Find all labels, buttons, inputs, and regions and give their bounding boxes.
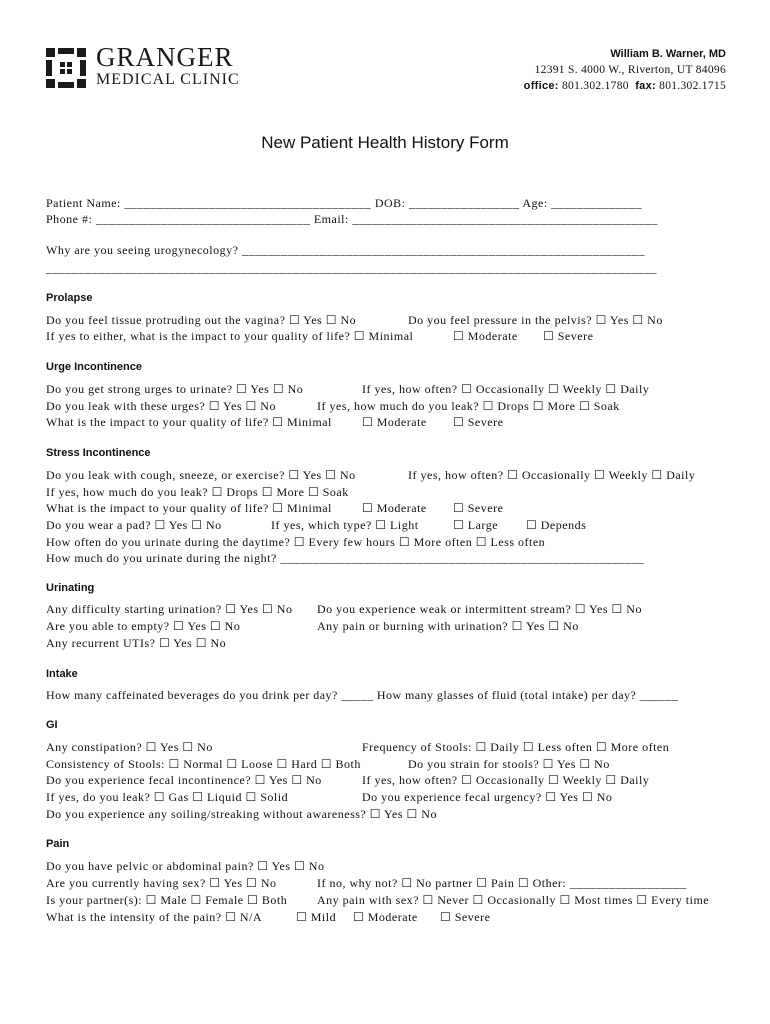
pain-q2[interactable]: Are you currently having sex? ☐ Yes ☐ No bbox=[46, 876, 277, 890]
section-stress: Stress Incontinence bbox=[46, 447, 151, 459]
doctor-name: William B. Warner, MD bbox=[610, 48, 726, 60]
office-label: office: bbox=[523, 80, 559, 92]
urge-q1b[interactable]: If yes, how often? ☐ Occasionally ☐ Weekly ☐ Daily bbox=[362, 382, 650, 396]
gi-q4[interactable]: If yes, do you leak? ☐ Gas ☐ Liquid ☐ Solid bbox=[46, 790, 289, 804]
stress-q4b[interactable]: If yes, which type? ☐ Light bbox=[271, 518, 419, 532]
pain-q4[interactable]: What is the intensity of the pain? ☐ N/A bbox=[46, 910, 263, 924]
prolapse-q1[interactable]: Do you feel tissue protruding out the vagina? ☐ Yes ☐ No bbox=[46, 313, 357, 327]
section-intake: Intake bbox=[46, 668, 78, 680]
clinic-logo bbox=[44, 44, 264, 92]
fax-label: fax: bbox=[635, 80, 656, 92]
stress-q4[interactable]: Do you wear a pad? ☐ Yes ☐ No bbox=[46, 518, 222, 532]
pain-q3[interactable]: Is your partner(s): ☐ Male ☐ Female ☐ Both bbox=[46, 893, 288, 907]
fax-number: 801.302.1715 bbox=[659, 80, 726, 92]
urinating-q1[interactable]: Any difficulty starting urination? ☐ Yes ☐ No bbox=[46, 602, 293, 616]
section-urge: Urge Incontinence bbox=[46, 361, 142, 373]
pain-q4-severe[interactable]: ☐ Severe bbox=[440, 910, 491, 924]
clinic-logo-icon bbox=[44, 46, 88, 90]
gi-q5[interactable]: Do you experience any soiling/streaking without awareness? ☐ Yes ☐ No bbox=[46, 807, 437, 821]
stress-q4-depends[interactable]: ☐ Depends bbox=[526, 518, 587, 532]
pain-q3b[interactable]: Any pain with sex? ☐ Never ☐ Occasionally ☐ Most times ☐ Every time bbox=[317, 893, 710, 907]
urge-q3-moderate[interactable]: ☐ Moderate bbox=[362, 415, 427, 429]
urge-q3-severe[interactable]: ☐ Severe bbox=[453, 415, 504, 429]
stress-q2[interactable]: If yes, how much do you leak? ☐ Drops ☐ More ☐ Soak bbox=[46, 485, 349, 499]
urinating-q3[interactable]: Any recurrent UTIs? ☐ Yes ☐ No bbox=[46, 636, 227, 650]
prolapse-q1b[interactable]: Do you feel pressure in the pelvis? ☐ Yes ☐ No bbox=[408, 313, 663, 327]
form-title: New Patient Health History Form bbox=[261, 133, 509, 152]
stress-q1[interactable]: Do you leak with cough, sneeze, or exercise? ☐ Yes ☐ No bbox=[46, 468, 356, 482]
section-pain: Pain bbox=[46, 838, 70, 850]
stress-q3-moderate[interactable]: ☐ Moderate bbox=[362, 501, 427, 515]
urge-q2[interactable]: Do you leak with these urges? ☐ Yes ☐ No bbox=[46, 399, 276, 413]
office-phone: 801.302.1780 bbox=[561, 80, 629, 92]
phone-email-line[interactable]: Phone #: _________________________________ Email: _______________________________________________ bbox=[46, 212, 658, 226]
pain-q4-mild[interactable]: ☐ Mild bbox=[296, 910, 337, 924]
clinic-phone-fax bbox=[524, 78, 726, 94]
prolapse-q2[interactable]: If yes to either, what is the impact to your quality of life? ☐ Minimal bbox=[46, 329, 414, 343]
section-gi: GI bbox=[46, 719, 58, 731]
gi-q2[interactable]: Consistency of Stools: ☐ Normal ☐ Loose ☐ Hard ☐ Both bbox=[46, 757, 361, 771]
pain-q4-moderate[interactable]: ☐ Moderate bbox=[353, 910, 418, 924]
urge-q1[interactable]: Do you get strong urges to urinate? ☐ Yes ☐ No bbox=[46, 382, 304, 396]
clinic-contact-block bbox=[524, 46, 726, 94]
gi-q1[interactable]: Any constipation? ☐ Yes ☐ No bbox=[46, 740, 213, 754]
pain-q2b[interactable]: If no, why not? ☐ No partner ☐ Pain ☐ Other: __________________ bbox=[317, 876, 687, 890]
gi-q2b[interactable]: Do you strain for stools? ☐ Yes ☐ No bbox=[408, 757, 610, 771]
urge-q2b[interactable]: If yes, how much do you leak? ☐ Drops ☐ More ☐ Soak bbox=[317, 399, 620, 413]
gi-q3b[interactable]: If yes, how often? ☐ Occasionally ☐ Weekly ☐ Daily bbox=[362, 773, 650, 787]
reason-line-2[interactable]: ______________________________________________________________________________________________ bbox=[46, 261, 657, 275]
prolapse-q2-moderate[interactable]: ☐ Moderate bbox=[453, 329, 518, 343]
urinating-q2[interactable]: Are you able to empty? ☐ Yes ☐ No bbox=[46, 619, 241, 633]
section-prolapse: Prolapse bbox=[46, 292, 93, 304]
urinating-q2b[interactable]: Any pain or burning with urination? ☐ Yes ☐ No bbox=[317, 619, 579, 633]
clinic-address: 12391 S. 4000 W., Riverton, UT 84096 bbox=[534, 64, 726, 76]
urge-q3[interactable]: What is the impact to your quality of life? ☐ Minimal bbox=[46, 415, 332, 429]
stress-q4-large[interactable]: ☐ Large bbox=[453, 518, 499, 532]
stress-q1b[interactable]: If yes, how often? ☐ Occasionally ☐ Weekly ☐ Daily bbox=[408, 468, 696, 482]
prolapse-q2-severe[interactable]: ☐ Severe bbox=[543, 329, 594, 343]
gi-q1b[interactable]: Frequency of Stools: ☐ Daily ☐ Less often ☐ More often bbox=[362, 740, 670, 754]
stress-q5[interactable]: How often do you urinate during the daytime? ☐ Every few hours ☐ More often ☐ Less often bbox=[46, 535, 546, 549]
gi-q4b[interactable]: Do you experience fecal urgency? ☐ Yes ☐ No bbox=[362, 790, 613, 804]
pain-q1[interactable]: Do you have pelvic or abdominal pain? ☐ Yes ☐ No bbox=[46, 859, 325, 873]
patient-name-line[interactable]: Patient Name: ______________________________________ DOB: _________________ Age: ______________ bbox=[46, 196, 643, 210]
stress-q3-severe[interactable]: ☐ Severe bbox=[453, 501, 504, 515]
reason-line[interactable]: Why are you seeing urogynecology? ______________________________________________________________ bbox=[46, 243, 645, 257]
logo-line-1: GRANGER bbox=[96, 42, 234, 72]
gi-q3[interactable]: Do you experience fecal incontinence? ☐ Yes ☐ No bbox=[46, 773, 322, 787]
stress-q3[interactable]: What is the impact to your quality of life? ☐ Minimal bbox=[46, 501, 332, 515]
urinating-q1b[interactable]: Do you experience weak or intermittent stream? ☐ Yes ☐ No bbox=[317, 602, 642, 616]
stress-q6[interactable]: How much do you urinate during the night? ________________________________________________________ bbox=[46, 551, 645, 565]
section-urinating: Urinating bbox=[46, 582, 95, 594]
logo-line-2: MEDICAL CLINIC bbox=[96, 71, 240, 88]
intake-q1[interactable]: How many caffeinated beverages do you drink per day? _____ How many glasses of fluid (total intake) per day? ______ bbox=[46, 688, 679, 702]
